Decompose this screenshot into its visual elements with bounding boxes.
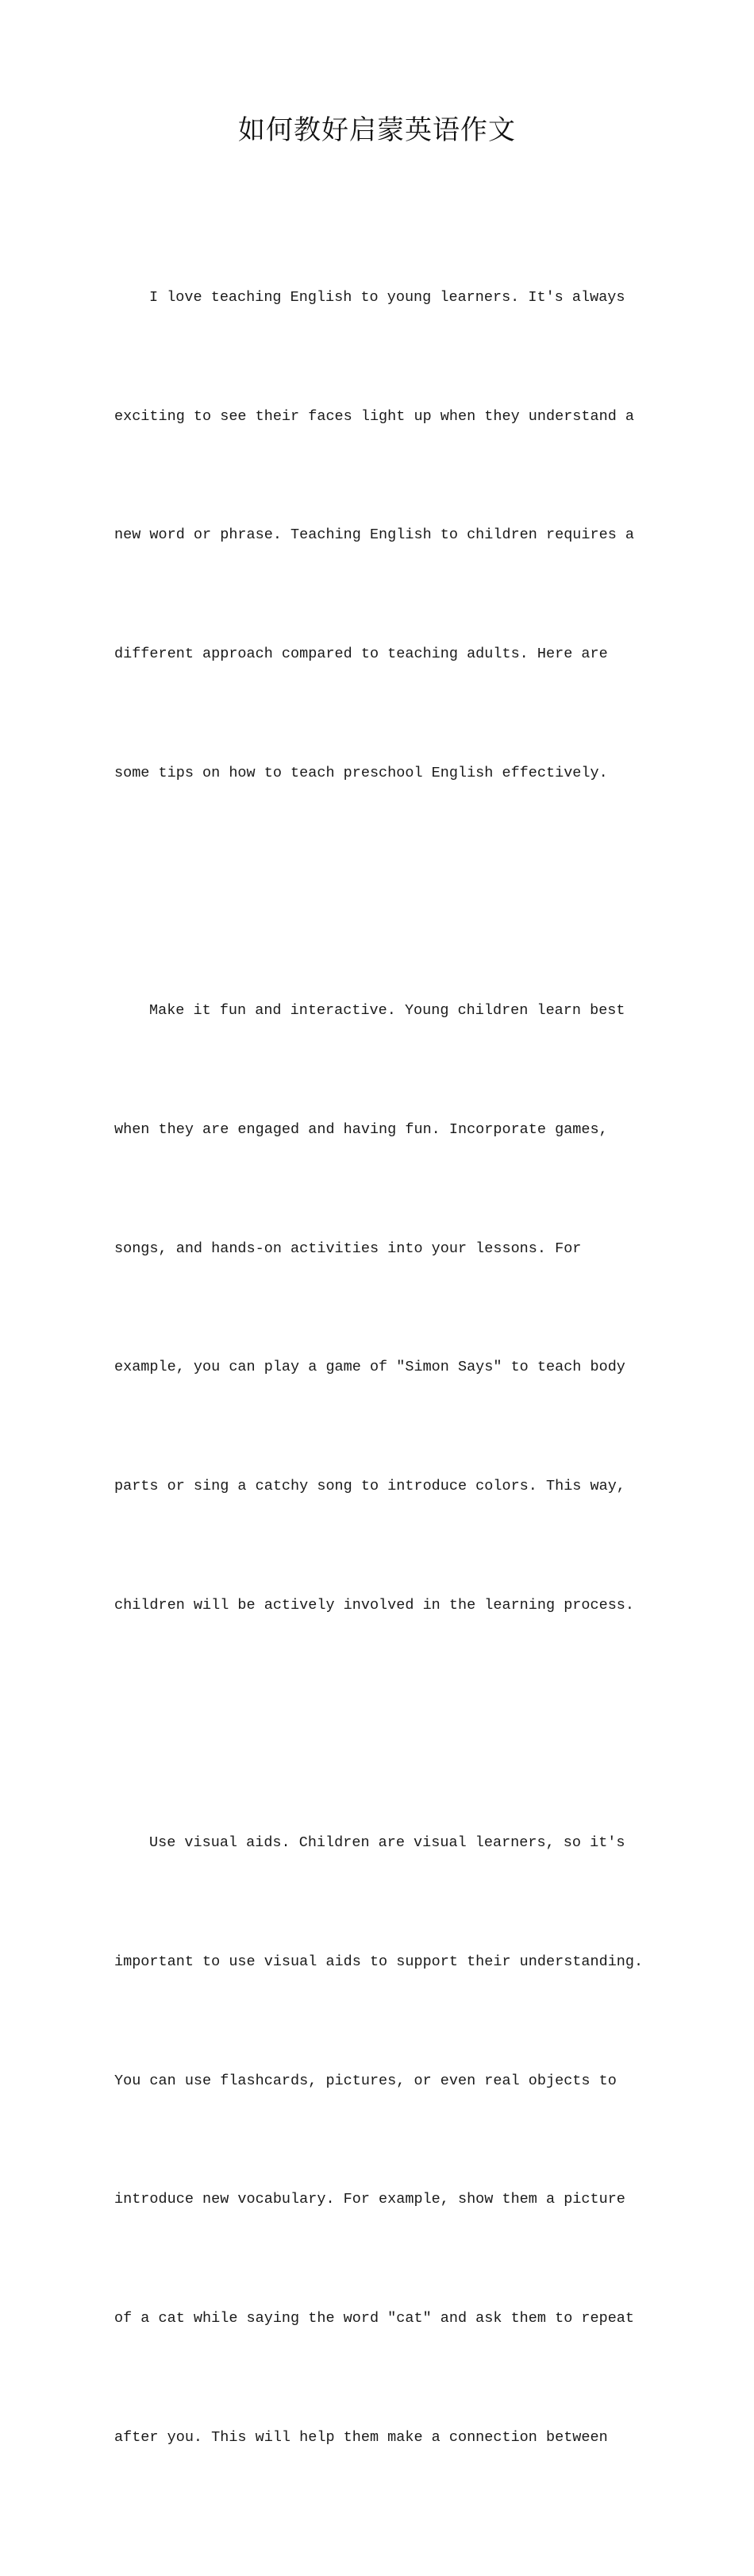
- text-line: example, you can play a game of "Simon Says" to teach body: [114, 1359, 625, 1376]
- paragraph-1: [114, 199, 654, 872]
- text-line: some tips on how to teach preschool English effectively.: [114, 764, 608, 781]
- text-line: new word or phrase. Teaching English to children requires a: [114, 526, 635, 544]
- text-line: I love teaching English to young learners. It's always: [149, 288, 625, 306]
- text-line: Use visual aids. Children are visual learners, so it's: [149, 1834, 625, 1852]
- text-line: children will be actively involved in the learning process.: [114, 1596, 635, 1614]
- text-line: important to use visual aids to support their understanding.: [114, 1953, 644, 1970]
- text-line: parts or sing a catchy song to introduce colors. This way,: [114, 1477, 625, 1494]
- text-line: songs, and hands-on activities into your lessons. For: [114, 1240, 582, 1257]
- text-line: introduce new vocabulary. For example, show them a picture: [114, 2191, 625, 2208]
- document-title: 如何教好启蒙英语作文: [238, 114, 516, 146]
- text-line: Make it fun and interactive. Young children learn best: [149, 1002, 625, 1020]
- text-line: after you. This will help them make a connection between: [114, 2428, 608, 2446]
- text-line: You can use flashcards, pictures, or even real objects to: [114, 2072, 617, 2089]
- document-body: [114, 199, 654, 2576]
- paragraph-3: [114, 1744, 654, 2536]
- text-line: exciting to see their faces light up when they understand a: [114, 407, 635, 425]
- paragraph-2: [114, 912, 654, 1704]
- text-line: different approach compared to teaching adults. Here are: [114, 645, 608, 662]
- text-line: of a cat while saying the word "cat" and ask them to repeat: [114, 2309, 635, 2327]
- text-line: when they are engaged and having fun. Incorporate games,: [114, 1120, 608, 1138]
